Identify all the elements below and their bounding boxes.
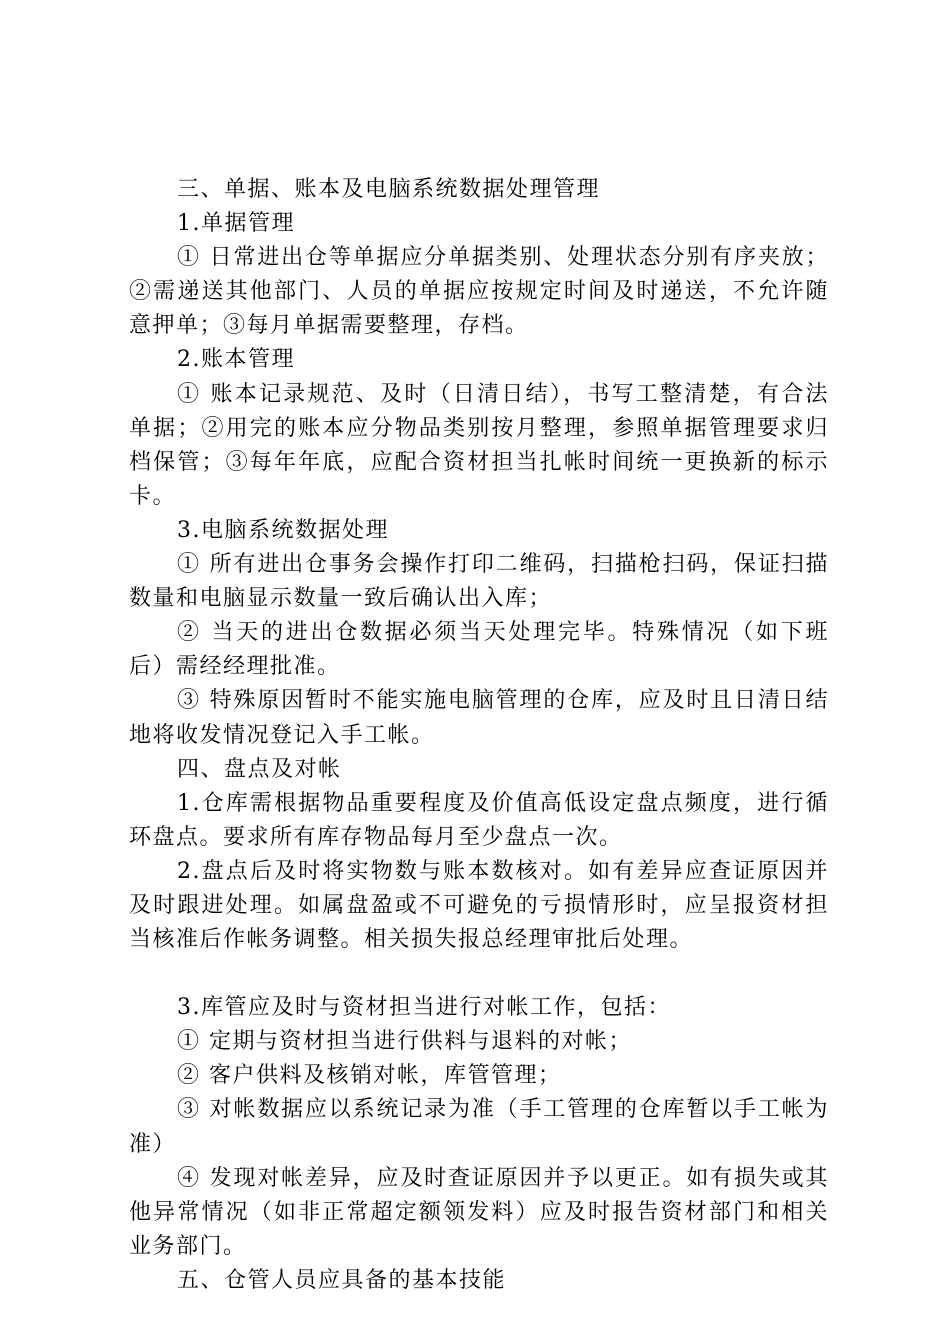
paragraph-documents-rules: ① 日常进出仓等单据应分单据类别、处理状态分别有序夹放；②需递送其他部门、人员的单据应按规定时间及时递送，不允许随意押单；③每月单据需要整理，存档。: [129, 245, 829, 339]
subheading-computer-data: 3.电脑系统数据处理: [177, 517, 389, 543]
paragraph-reconciliation: 3.库管应及时与资材担当进行对帐工作，包括：: [177, 995, 671, 1021]
section-heading-5: 五、仓管人员应具备的基本技能: [177, 1267, 507, 1293]
paragraph-ledger-rules: ① 账本记录规范、及时（日清日结），书写工整清楚，有合法单据；②用完的账本应分物品类别按月整理，参照单据管理要求归档保管；③每年年底，应配合资材担当扎帐时间统一更换新的标示卡。: [129, 381, 829, 509]
paragraph-reconciliation-3: ③ 对帐数据应以系统记录为准（手工管理的仓库暂以手工帐为准）: [129, 1097, 829, 1157]
paragraph-reconciliation-2: ② 客户供料及核销对帐，库管管理；: [177, 1063, 562, 1089]
section-heading-3: 三、单据、账本及电脑系统数据处理管理: [177, 177, 601, 202]
paragraph-computer-data-3: ③ 特殊原因暂时不能实施电脑管理的仓库，应及时且日清日结地将收发情况登记入手工帐。: [129, 688, 829, 748]
paragraph-reconciliation-1: ① 定期与资材担当进行供料与退料的对帐；: [177, 1029, 632, 1055]
section-heading-4: 四、盘点及对帐: [177, 756, 342, 782]
paragraph-inventory-2: 2.盘点后及时将实物数与账本数核对。如有差异应查证原因并及时跟进处理。如属盘盈或不可避免的亏损情形时，应呈报资材担当核准后作帐务调整。相关损失报总经理审批后处理。: [129, 858, 829, 953]
blank-line: [129, 957, 829, 991]
paragraph-computer-data-2: ② 当天的进出仓数据必须当天处理完毕。特殊情况（如下班后）需经经理批准。: [129, 620, 829, 680]
document-body: [129, 173, 829, 1298]
paragraph-inventory-1: 1.仓库需根据物品重要程度及价值高低设定盘点频度，进行循环盘点。要求所有库存物品每月至少盘点一次。: [129, 790, 829, 850]
subheading-documents: 1.单据管理: [177, 211, 295, 237]
subheading-ledger: 2.账本管理: [177, 347, 295, 373]
paragraph-computer-data-1: ① 所有进出仓事务会操作打印二维码，扫描枪扫码，保证扫描数量和电脑显示数量一致后确认出入库；: [129, 552, 829, 612]
paragraph-reconciliation-4: ④ 发现对帐差异，应及时查证原因并予以更正。如有损失或其他异常情况（如非正常超定额领发料）应及时报告资材部门和相关业务部门。: [129, 1165, 829, 1259]
